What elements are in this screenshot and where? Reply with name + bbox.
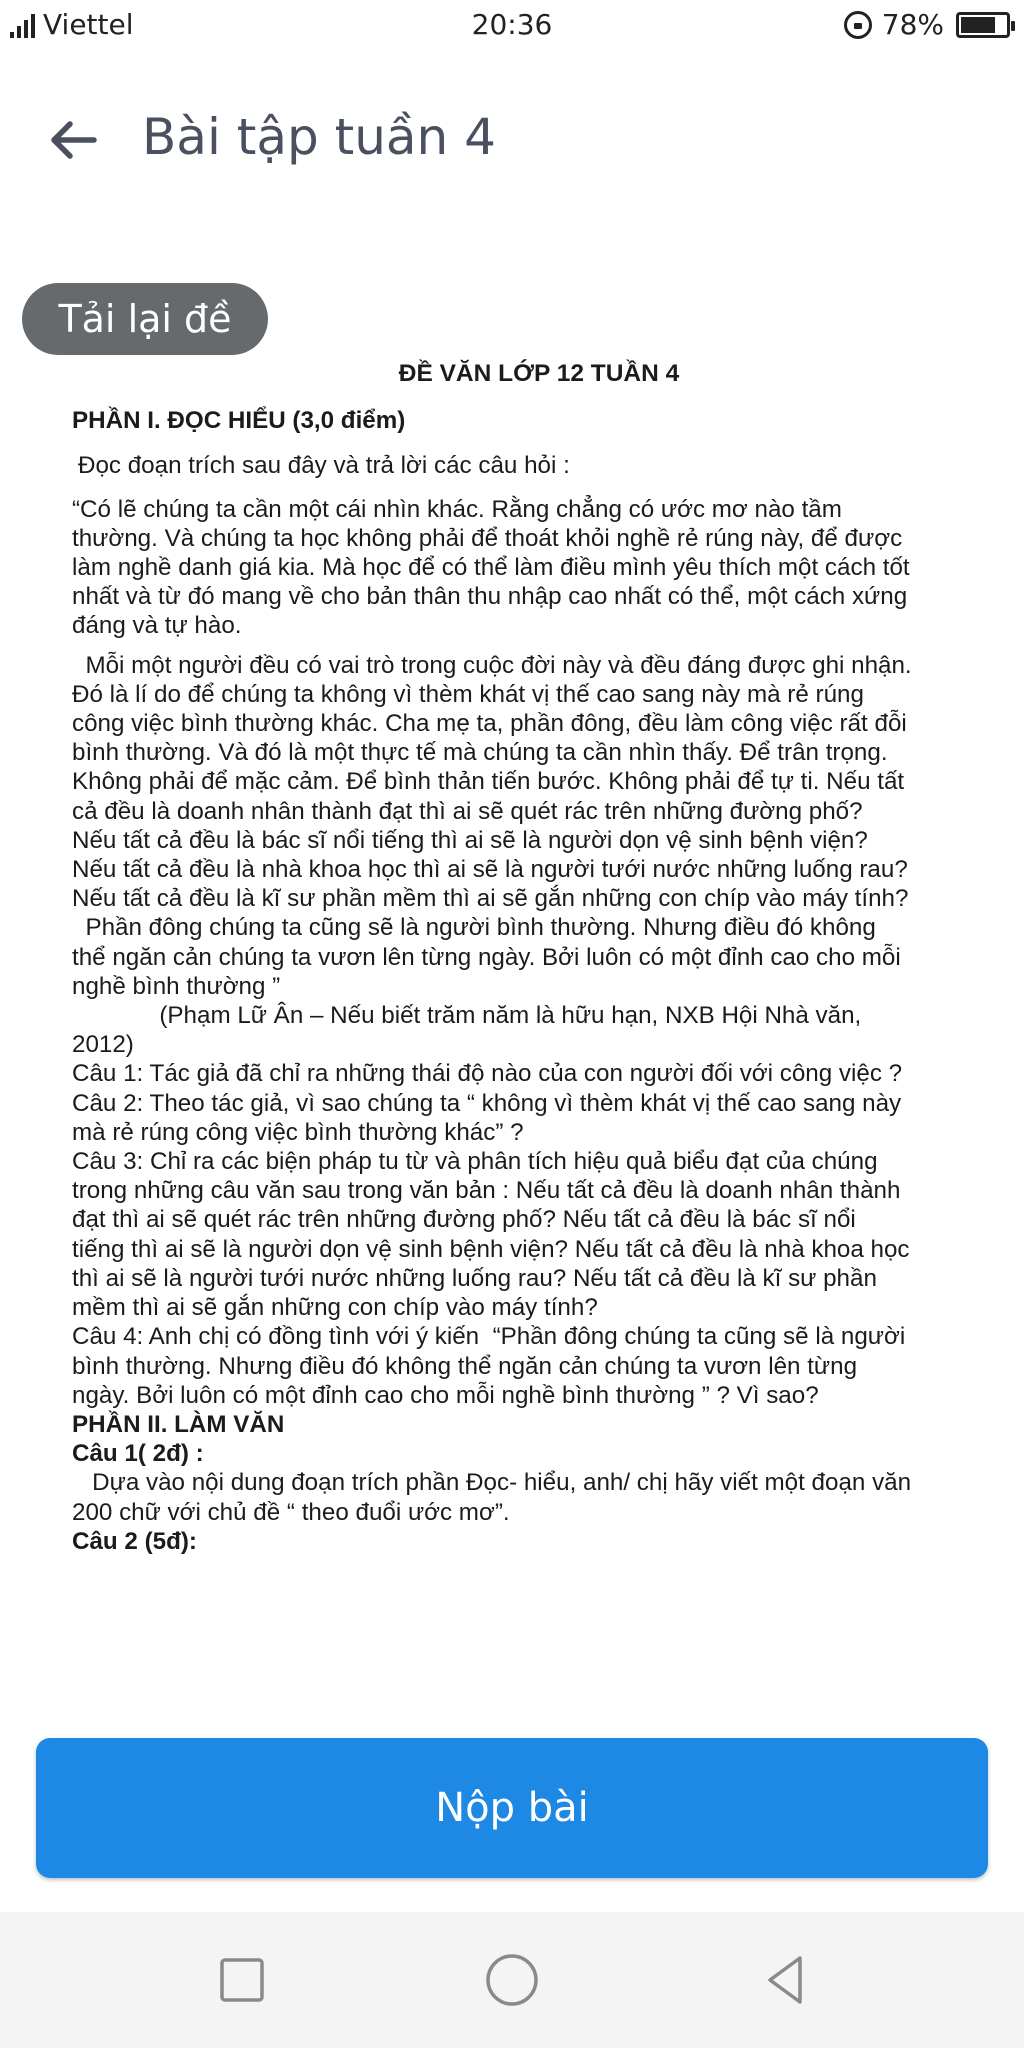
document-line: mềm thì ai sẽ gắn những con chíp vào máy tính? bbox=[72, 1294, 598, 1322]
status-time: 20:36 bbox=[471, 8, 553, 41]
document-title: ĐỀ VĂN LỚP 12 TUẦN 4 bbox=[398, 360, 680, 387]
triangle-back-icon bbox=[756, 1950, 816, 2010]
cau2-heading: Câu 2 (5đ): bbox=[72, 1527, 197, 1555]
document-line: (Phạm Lữ Ân – Nếu biết trăm năm là hữu hạn, NXB Hội Nhà văn, bbox=[72, 1002, 862, 1030]
navigation-bar bbox=[0, 1912, 1024, 2048]
system-back-button[interactable] bbox=[756, 1950, 816, 2010]
document-line: Nếu tất cả đều là nhà khoa học thì ai sẽ là người tưới nước những luống rau? bbox=[72, 856, 908, 884]
document-line: Nếu tất cả đều là bác sĩ nổi tiếng thì ai sẽ là người dọn vệ sinh bệnh viện? bbox=[72, 826, 868, 854]
document-line: thể ngăn cản chúng ta vươn lên từng ngày. Bởi luôn có một đỉnh cao cho mỗi bbox=[72, 943, 901, 971]
instruction-text: Đọc đoạn trích sau đây và trả lời các câu hỏi : bbox=[78, 452, 570, 480]
document-line: “Có lẽ chúng ta cần một cái nhìn khác. Rằng chẳng có ước mơ nào tầm bbox=[72, 495, 842, 523]
document-line: Câu 3: Chỉ ra các biện pháp tu từ và phân tích hiệu quả biểu đạt của chúng bbox=[72, 1148, 878, 1176]
document-line: công việc bình thường khác. Cha mẹ ta, phần đông, đều làm công việc rất đỗi bbox=[72, 710, 907, 738]
document-line: Đó là lí do để chúng ta không vì thèm khát vị thế cao sang này mà rẻ rúng bbox=[72, 680, 864, 708]
cau1-body bbox=[72, 1468, 1006, 1526]
document-line: nghề bình thường ” bbox=[72, 972, 281, 1000]
document-line: đáng và tự hào. bbox=[72, 612, 242, 640]
rotation-lock-icon bbox=[844, 11, 872, 39]
carrier-label: Viettel bbox=[43, 8, 134, 41]
document-line: thường. Và chúng ta học không phải để thoát khỏi nghề rẻ rúng này, để được bbox=[72, 524, 903, 552]
document-line: Câu 2: Theo tác giả, vì sao chúng ta “ không vì thèm khát vị thế cao sang này bbox=[72, 1089, 902, 1117]
cau1-heading: Câu 1( 2đ) : bbox=[72, 1440, 204, 1468]
document-line: làm nghề danh giá kia. Mà học để có thể làm điều mình yêu thích một cách tốt bbox=[72, 554, 910, 582]
document-line: tiếng thì ai sẽ là người dọn vệ sinh bệnh viện? Nếu tất cả đều là nhà khoa học bbox=[72, 1235, 910, 1263]
circle-icon bbox=[482, 1950, 542, 2010]
document-line: 200 chữ với chủ đề “ theo đuổi ước mơ”. bbox=[72, 1498, 510, 1526]
document-line: Dựa vào nội dung đoạn trích phần Đọc- hiểu, anh/ chị hãy viết một đoạn văn bbox=[72, 1469, 912, 1497]
page-title: Bài tập tuần 4 bbox=[142, 108, 496, 166]
exam-document bbox=[72, 355, 1006, 1705]
document-line: 2012) bbox=[72, 1031, 134, 1059]
app-header bbox=[0, 90, 1024, 190]
document-line: Câu 1: Tác giả đã chỉ ra những thái độ nào của con người đối với công việc ? bbox=[72, 1060, 903, 1088]
document-line: mà rẻ rúng công việc bình thường khác” ? bbox=[72, 1118, 524, 1146]
part2-heading: PHẦN II. LÀM VĂN bbox=[72, 1410, 285, 1438]
battery-icon bbox=[956, 12, 1010, 38]
reload-exam-button[interactable]: Tải lại đề bbox=[22, 283, 268, 355]
recents-button[interactable] bbox=[212, 1950, 272, 2010]
document-line: nhất và từ đó mang về cho bản thân thu nhập cao nhất có thể, một cách xứng bbox=[72, 583, 908, 611]
document-line: Nếu tất cả đều là kĩ sư phần mềm thì ai sẽ gắn những con chíp vào máy tính? bbox=[72, 885, 909, 913]
document-line: Không phải để mặc cảm. Để bình thản tiến bước. Không phải để tự ti. Nếu tất bbox=[72, 768, 905, 796]
status-right bbox=[844, 8, 1010, 41]
document-line: ngày. Bởi luôn có một đỉnh cao cho mỗi nghề bình thường ” ? Vì sao? bbox=[72, 1381, 819, 1409]
passage-paragraph-1 bbox=[72, 495, 1006, 641]
battery-percent: 78% bbox=[881, 8, 944, 41]
home-button[interactable] bbox=[482, 1950, 542, 2010]
battery-fill bbox=[961, 17, 995, 33]
document-line: Câu 4: Anh chị có đồng tình với ý kiến “Phần đông chúng ta cũng sẽ là người bbox=[72, 1323, 906, 1351]
back-button[interactable] bbox=[46, 114, 102, 166]
document-line: Mỗi một người đều có vai trò trong cuộc đời này và đều đáng được ghi nhận. bbox=[72, 651, 912, 679]
document-line: đạt thì ai sẽ quét rác trên những đường phố? Nếu tất cả đều là bác sĩ nổi bbox=[72, 1206, 856, 1234]
document-line: cả đều là doanh nhân thành đạt thì ai sẽ quét rác trên những đường phố? bbox=[72, 797, 863, 825]
status-bar bbox=[0, 0, 1024, 52]
arrow-left-icon bbox=[50, 120, 98, 160]
document-line: thì ai sẽ là người tưới nước những luống rau? Nếu tất cả đều là kĩ sư phần bbox=[72, 1264, 877, 1292]
document-line: Phần đông chúng ta cũng sẽ là người bình thường. Nhưng điều đó không bbox=[72, 914, 876, 942]
document-line: trong những câu văn sau trong văn bản : Nếu tất cả đều là doanh nhân thành bbox=[72, 1177, 901, 1205]
submit-button[interactable]: Nộp bài bbox=[36, 1738, 988, 1878]
square-icon bbox=[212, 1950, 272, 2010]
part1-heading: PHẦN I. ĐỌC HIỂU (3,0 điểm) bbox=[72, 407, 406, 435]
document-line: bình thường. Và đó là một thực tế mà chúng ta cần nhìn thấy. Để trân trọng. bbox=[72, 739, 888, 767]
passage-paragraph-2 bbox=[72, 651, 1006, 1410]
document-line: bình thường. Nhưng điều đó không thể ngăn cản chúng ta vươn lên từng bbox=[72, 1352, 858, 1380]
